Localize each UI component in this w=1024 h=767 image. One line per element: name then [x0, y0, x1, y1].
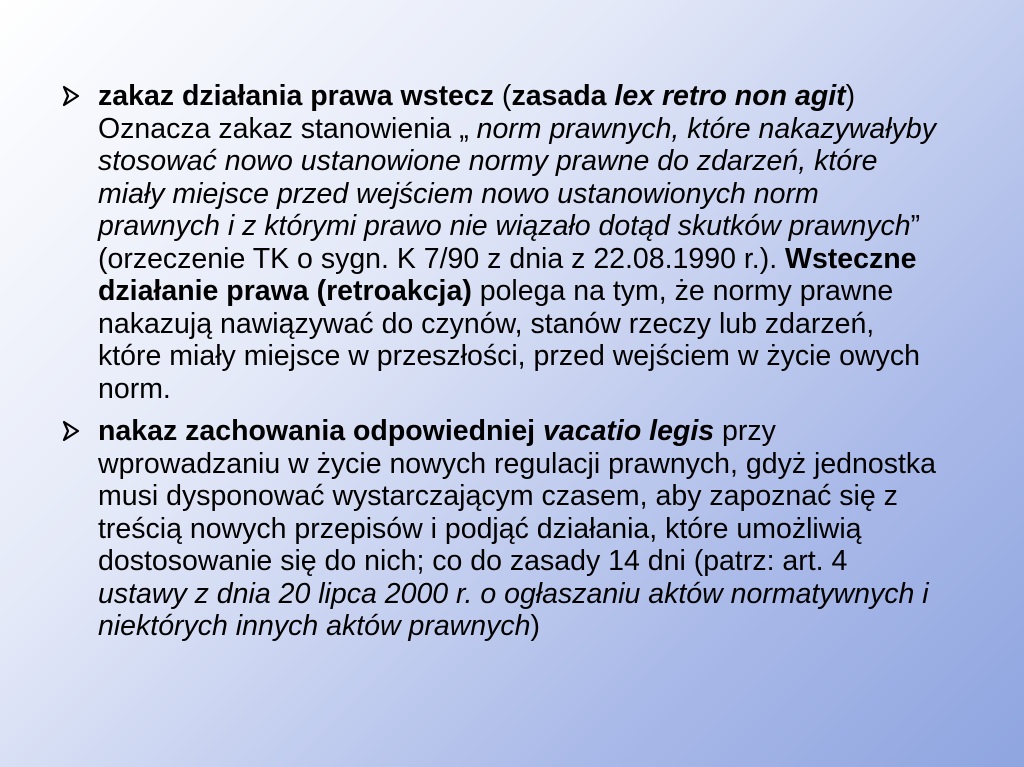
- arrow-bullet-icon: [60, 415, 98, 442]
- text-segment: norm prawnych, które nakazywałyby stosować nowo ustanowione normy prawne do zdarzeń, które miały miejsce przed wejściem nowo ustanowionych norm prawnych i z którymi prawo nie wiązało dotąd skutków prawnych: [98, 112, 936, 242]
- text-segment: nakaz zachowania odpowiedniej: [98, 415, 544, 447]
- text-segment: ustawy z dnia 20 lipca 2000 r. o ogłaszaniu aktów normatywnych i niektórych innych aktów prawnych: [98, 577, 929, 642]
- text-segment: przy wprowadzaniu w życie nowych regulacji prawnych, gdyż jednostka musi dysponować wystarczającym czasem, aby zapoznać się z treścią nowych przepisów i podjąć działania, które umożliwią dostosowanie się do nich; co do zasady 14 dni (patrz: art. 4: [98, 415, 936, 577]
- bullet-text: [98, 80, 940, 405]
- text-segment: ” (orzeczenie TK o sygn. K 7/90 z dnia z 22.08.1990 r.).: [98, 210, 921, 275]
- arrow-bullet-icon: [60, 80, 98, 107]
- text-segment: vacatio legis: [543, 415, 715, 447]
- text-segment: lex retro non agit: [614, 80, 846, 112]
- slide-content: [60, 80, 940, 653]
- bullet-item-retroactivity: [60, 80, 940, 405]
- text-segment: ) Oznacza zakaz stanowienia „: [98, 80, 856, 145]
- text-segment: (: [494, 80, 512, 112]
- text-segment: polega na tym, że normy prawne nakazują nawiązywać do czynów, stanów rzeczy lub zdarzeń, które miały miejsce w przeszłości, przed wejściem w życie owych norm.: [98, 275, 920, 405]
- bullet-text: [98, 415, 940, 643]
- text-segment: zakaz działania prawa wstecz: [98, 80, 495, 112]
- bullet-item-vacatio-legis: [60, 415, 940, 643]
- text-segment: zasada: [511, 80, 615, 112]
- text-segment: ): [530, 610, 540, 642]
- text-segment: Wsteczne działanie prawa (retroakcja): [98, 242, 917, 307]
